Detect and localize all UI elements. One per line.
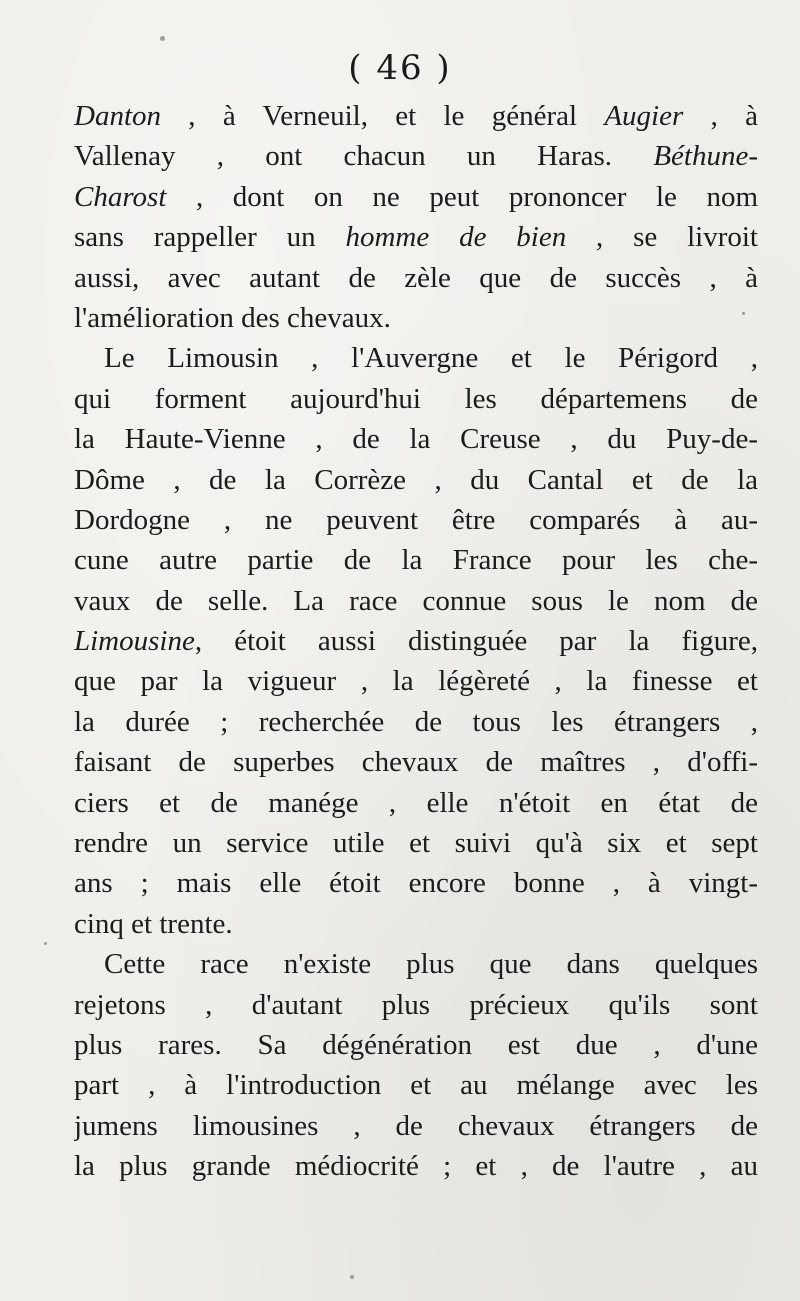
text-segment: sans rappeller un bbox=[74, 221, 346, 254]
text-line bbox=[74, 258, 758, 298]
text-line bbox=[74, 985, 758, 1025]
text-line bbox=[74, 500, 758, 540]
text-segment: , étoit aussi distinguée par la figure, bbox=[194, 625, 758, 658]
text-segment: aussi, avec autant de zèle que de succès , à bbox=[74, 261, 758, 294]
text-segment: vaux de selle. La race connue sous le nom de bbox=[74, 584, 758, 617]
text-segment: ans ; mais elle étoit encore bonne , à vingt- bbox=[74, 867, 758, 900]
text-line bbox=[74, 379, 758, 419]
text-segment: la durée ; recherchée de tous les étrangers , bbox=[74, 705, 758, 738]
text-line bbox=[74, 661, 758, 701]
italic-text: Limousine bbox=[74, 625, 195, 658]
text-line bbox=[74, 460, 758, 500]
text-segment: faisant de superbes chevaux de maîtres , d'offi- bbox=[74, 746, 758, 779]
text-segment: qui forment aujourd'hui les départemens de bbox=[74, 382, 758, 415]
text-line bbox=[74, 581, 758, 621]
text-line bbox=[74, 621, 758, 661]
text-line bbox=[74, 419, 758, 459]
text-segment: , dont on ne peut prononcer le nom bbox=[166, 180, 758, 213]
text-line bbox=[74, 96, 758, 136]
text-line bbox=[74, 136, 758, 176]
text-line bbox=[74, 863, 758, 903]
text-segment: ciers et de manége , elle n'étoit en état de bbox=[74, 786, 758, 819]
italic-text: Charost bbox=[74, 180, 167, 213]
text-segment: plus rares. Sa dégénération est due , d'une bbox=[74, 1028, 758, 1061]
text-segment: cinq et trente. bbox=[74, 907, 233, 940]
text-segment: rendre un service utile et suivi qu'à six et sept bbox=[74, 827, 758, 860]
text-segment: Le Limousin , l'Auvergne et le Périgord , bbox=[104, 342, 758, 375]
text-segment: jumens limousines , de chevaux étrangers de bbox=[74, 1109, 758, 1142]
text-segment: l'amélioration des chevaux. bbox=[74, 301, 391, 334]
italic-text: Danton bbox=[74, 100, 161, 132]
text-segment: Vallenay , ont chacun un Haras. bbox=[74, 140, 654, 173]
text-line bbox=[74, 1065, 758, 1105]
text-line bbox=[74, 702, 758, 742]
text-line bbox=[74, 298, 758, 338]
text-line bbox=[74, 904, 758, 944]
text-line bbox=[74, 944, 758, 984]
text-line bbox=[74, 217, 758, 257]
text-segment: , se livroit bbox=[566, 221, 758, 254]
text-segment: , à bbox=[683, 100, 758, 132]
text-line bbox=[74, 540, 758, 580]
page-number: ( 46 ) bbox=[348, 48, 452, 88]
text-segment: rejetons , d'autant plus précieux qu'ils sont bbox=[74, 988, 758, 1021]
text-line bbox=[74, 1106, 758, 1146]
text-line bbox=[74, 783, 758, 823]
text-line bbox=[74, 177, 758, 217]
text-segment: la plus grande médiocrité ; et , de l'autre , au bbox=[74, 1150, 758, 1183]
text-segment: part , à l'introduction et au mélange avec les bbox=[74, 1069, 758, 1102]
text-segment: que par la vigueur , la légèreté , la finesse et bbox=[74, 665, 758, 698]
text-segment: Dôme , de la Corrèze , du Cantal et de la bbox=[74, 463, 758, 496]
text-segment: Cette race n'existe plus que dans quelques bbox=[104, 948, 758, 981]
text-segment: Dordogne , ne peuvent être comparés à au- bbox=[74, 503, 758, 536]
text-line bbox=[74, 338, 758, 378]
text-line bbox=[74, 823, 758, 863]
body-text bbox=[74, 96, 758, 1187]
italic-text: homme de bien bbox=[345, 221, 567, 254]
italic-text: Béthune- bbox=[653, 140, 758, 173]
text-segment: , à Verneuil, et le général bbox=[161, 100, 605, 132]
text-segment: la Haute-Vienne , de la Creuse , du Puy-de- bbox=[74, 423, 758, 456]
text-segment: cune autre partie de la France pour les che- bbox=[74, 544, 758, 577]
text-line bbox=[74, 742, 758, 782]
italic-text: Augier bbox=[604, 100, 684, 132]
text-line bbox=[74, 1025, 758, 1065]
text-line bbox=[74, 1146, 758, 1186]
